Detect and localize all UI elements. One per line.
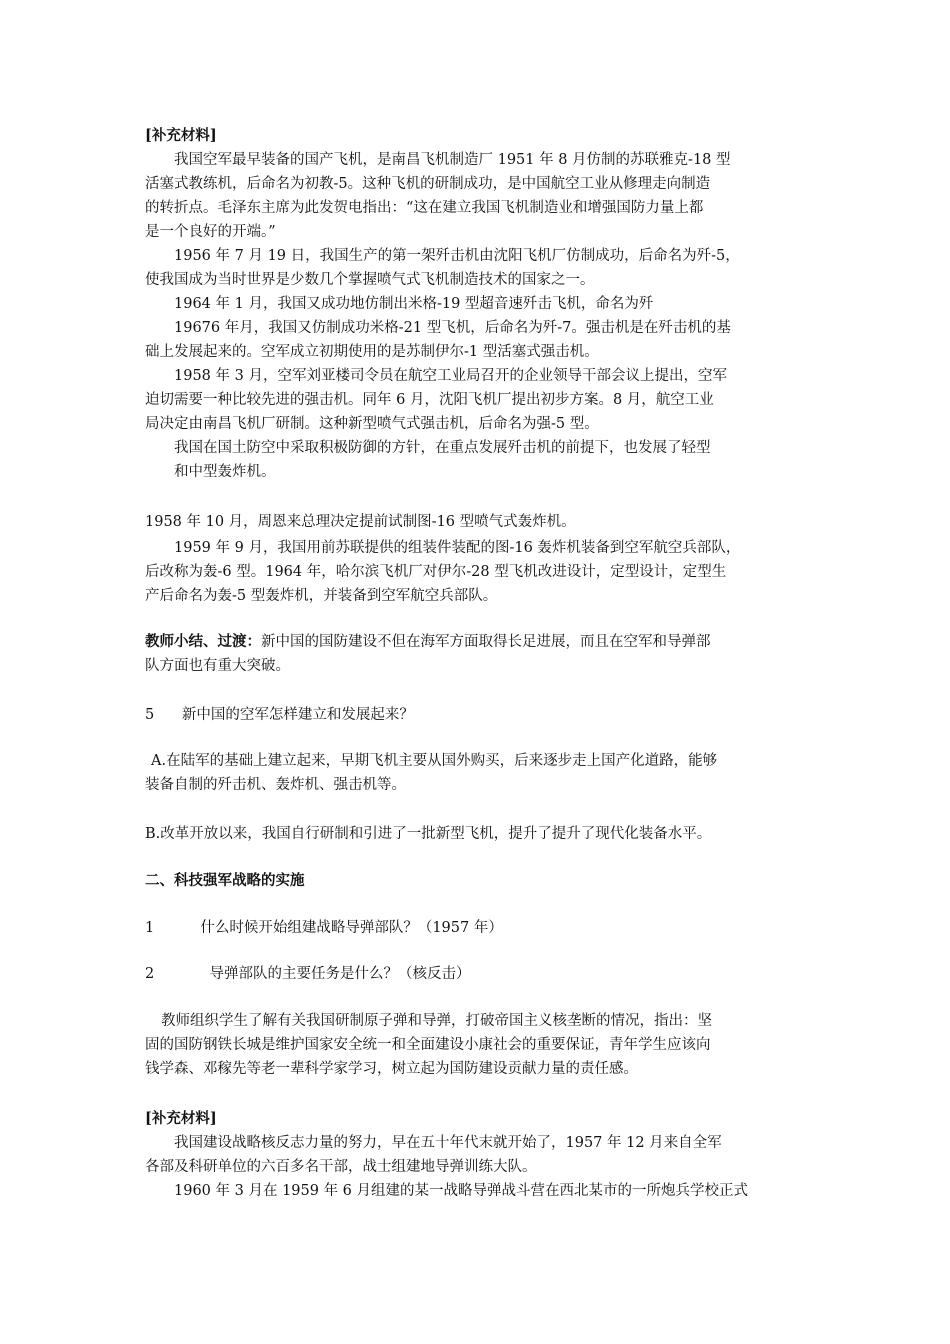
answer-b — [145, 822, 810, 846]
paragraph-line: 局决定由南昌飞机厂研制。这种新型喷气式强击机，后命名为强-5 型。 — [145, 416, 599, 432]
paragraph-line: 使我国成为当时世界是少数几个掌握喷气式飞机制造技术的国家之一。 — [145, 272, 595, 288]
supplement-section-1 — [145, 124, 810, 484]
paragraph-line: 1964 年 1 月，我国又成功地仿制出米格-19 型超音速歼击飞机，命名为歼 — [174, 296, 654, 312]
paragraph-line: 后改称为轰-6 型。1964 年，哈尔滨飞机厂对伊尔-28 型飞机改进设计，定型设计，定型生 — [145, 564, 727, 580]
question-5 — [145, 703, 810, 727]
answer-line: B.改革开放以来，我国自行研制和引进了一批新型飞机，提升了提升了现代化装备水平。 — [145, 826, 712, 842]
paragraph-line: 钱学森、邓稼先等老一辈科学家学习，树立起为国防建设贡献力量的责任感。 — [145, 1061, 638, 1077]
section-title: 二、科技强军战略的实施 — [145, 872, 305, 889]
summary-text: 新中国的国防建设不但在海军方面取得长足进展，而且在空军和导弹部 — [261, 634, 711, 650]
paragraph-line: 我国空军最早装备的国产飞机，是南昌飞机制造厂 1951 年 8 月仿制的苏联雅克-18 型 — [174, 152, 731, 168]
question-text: 5 新中国的空军怎样建立和发展起来？ — [145, 707, 414, 723]
paragraph-line: 各部及科研单位的六百多名干部，战士组建地导弹训练大队。 — [145, 1159, 537, 1175]
paragraph-line: 础上发展起来的。空军成立初期使用的是苏制伊尔-1 型活塞式强击机。 — [145, 344, 599, 360]
question-text: 1 什么时候开始组建战略导弹部队？（1957 年） — [145, 920, 503, 936]
answer-line: A.在陆军的基础上建立起来，早期飞机主要从国外购买，后来逐步走上国产化道路，能够 — [151, 753, 718, 769]
paragraph-line: 我国建设战略核反志力量的努力，早在五十年代末就开始了，1957 年 12 月来自全军 — [174, 1135, 722, 1151]
paragraph-line: 1960 年 3 月在 1959 年 6 月组建的某一战略导弹战斗营在西北某市的一所炮兵学校正式 — [174, 1183, 749, 1199]
teacher-paragraph — [145, 1009, 810, 1081]
question-2 — [145, 962, 810, 986]
answer-a — [145, 749, 810, 797]
paragraph-line: 19676 年月，我国又仿制成功米格-21 型飞机，后命名为歼-7。强击机是在歼击机的基 — [174, 320, 731, 336]
paragraph-1959 — [145, 536, 810, 608]
question-text: 2 导弹部队的主要任务是什么？（核反击） — [145, 966, 471, 982]
paragraph-line: 固的国防钢铁长城是维护国家安全统一和全面建设小康社会的重要保证，青年学生应该向 — [145, 1037, 711, 1053]
supplement-heading: [补充材料] — [145, 1110, 217, 1127]
paragraph-1958 — [145, 510, 810, 534]
paragraph-line: 1958 年 10 月，周恩来总理决定提前试制图-16 型喷气式轰炸机。 — [145, 514, 576, 530]
teacher-summary — [145, 630, 810, 678]
supplement-heading: [补充材料] — [145, 127, 217, 144]
question-1 — [145, 916, 810, 940]
paragraph-line: 教师组织学生了解有关我国研制原子弹和导弹，打破帝国主义核垄断的情况，指出：坚 — [161, 1013, 712, 1029]
section-2-title — [145, 869, 810, 893]
paragraph-line: 是一个良好的开端。” — [145, 224, 276, 240]
paragraph-line: 活塞式教练机，后命名为初教-5。这种飞机的研制成功，是中国航空工业从修理走向制造 — [145, 176, 711, 192]
paragraph-line: 1959 年 9 月，我国用前苏联提供的组装件装配的图-16 轰炸机装备到空军航空兵部队， — [174, 540, 741, 556]
paragraph-line: 1958 年 3 月，空军刘亚楼司令员在航空工业局召开的企业领导干部会议上提出，空军 — [174, 368, 727, 384]
paragraph-line: 产后命名为轰-5 型轰炸机，并装备到空军航空兵部队。 — [145, 588, 498, 604]
answer-line: 装备自制的歼击机、轰炸机、强击机等。 — [145, 777, 406, 793]
supplement-section-2 — [145, 1107, 810, 1203]
paragraph-line: 的转折点。毛泽东主席为此发贺电指出：“这在建立我国飞机制造业和增强国防力量上都 — [145, 200, 704, 216]
paragraph-line: 1956 年 7 月 19 日，我国生产的第一架歼击机由沈阳飞机厂仿制成功，后命名为歼-5， — [174, 248, 740, 264]
paragraph-line: 我国在国土防空中采取积极防御的方针，在重点发展歼击机的前提下，也发展了轻型 — [174, 440, 711, 456]
summary-label: 教师小结、过渡： — [145, 633, 261, 650]
paragraph-line: 迫切需要一种比较先进的强击机。同年 6 月，沈阳飞机厂提出初步方案。8 月，航空工业 — [145, 392, 714, 408]
summary-text: 队方面也有重大突破。 — [145, 658, 290, 674]
paragraph-line: 和中型轰炸机。 — [174, 464, 276, 480]
